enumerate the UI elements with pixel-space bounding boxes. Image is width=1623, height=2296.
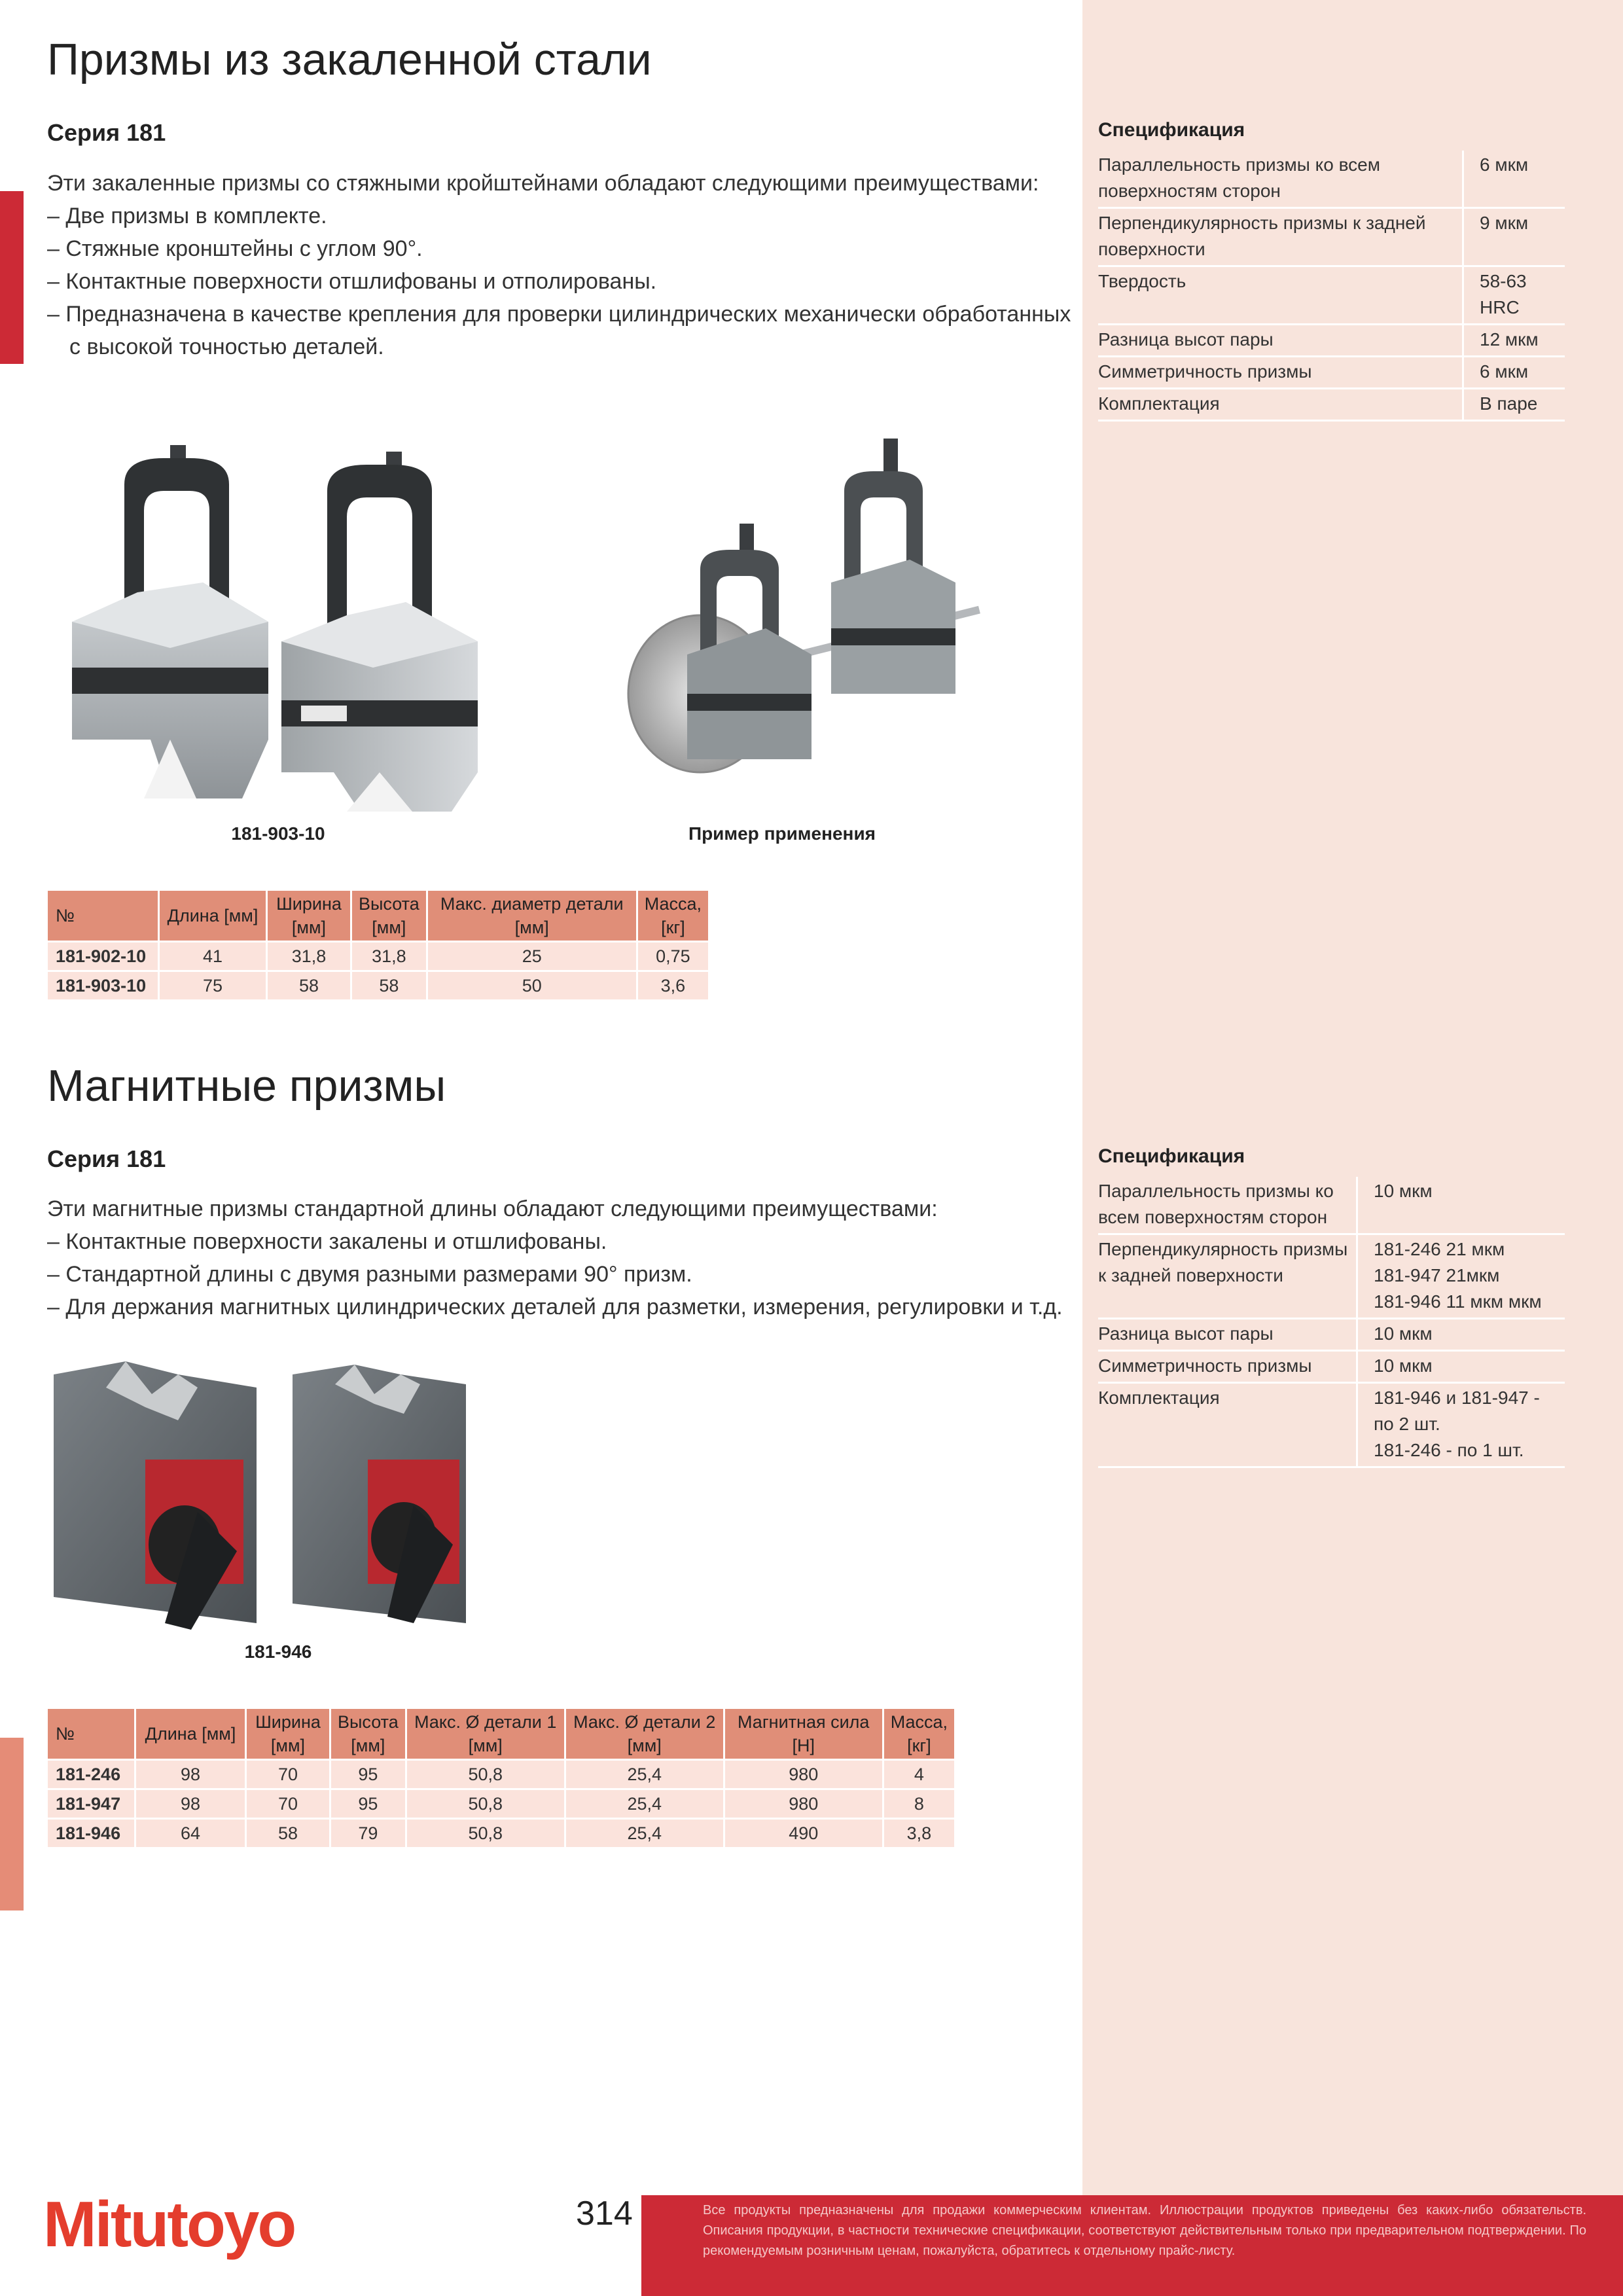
section2-intro bbox=[47, 1193, 1068, 1323]
spec-row bbox=[1098, 1234, 1565, 1319]
spec-value: В паре bbox=[1463, 389, 1565, 421]
magnetic-vblock-photo bbox=[47, 1348, 518, 1636]
table-cell: 58 bbox=[267, 971, 351, 1001]
spec-label: Симметричность призмы bbox=[1098, 1351, 1357, 1383]
section-marker-salmon bbox=[0, 1738, 24, 1910]
table-header-row bbox=[47, 890, 709, 942]
table-cell: 25,4 bbox=[565, 1789, 724, 1819]
spec-label: Перпендикулярность призмы к задней поверхности bbox=[1098, 208, 1463, 266]
section1-application-caption: Пример применения bbox=[688, 823, 876, 844]
intro-line: – Две призмы в комплекте. bbox=[47, 204, 327, 228]
section1-intro bbox=[47, 167, 1071, 363]
intro-line: Эти магнитные призмы стандартной длины обладают следующими преимуществами: bbox=[47, 1196, 938, 1221]
table-cell: 181-947 bbox=[47, 1789, 135, 1819]
table-row bbox=[47, 1789, 955, 1819]
spec-row bbox=[1098, 208, 1565, 266]
spec-row bbox=[1098, 389, 1565, 421]
table-cell: 64 bbox=[135, 1819, 246, 1848]
section2-title: Магнитные призмы bbox=[47, 1061, 446, 1111]
table-row bbox=[47, 942, 709, 971]
table-cell: 50,8 bbox=[406, 1760, 565, 1789]
table-cell: 79 bbox=[330, 1819, 406, 1848]
section2-product-table bbox=[46, 1707, 956, 1849]
section1-spec-table bbox=[1098, 151, 1565, 422]
spec-value: 181-246 21 мкм 181-947 21мкм 181-946 11 мкм мкм bbox=[1357, 1234, 1565, 1319]
col-header: Высота [мм] bbox=[351, 890, 427, 942]
table-row bbox=[47, 1760, 955, 1789]
intro-line: – Для держания магнитных цилиндрических деталей для разметки, измерения, регулировки и т.д. bbox=[47, 1295, 1063, 1319]
table-cell: 25,4 bbox=[565, 1760, 724, 1789]
spec-label: Симметричность призмы bbox=[1098, 357, 1463, 389]
spec-value: 6 мкм bbox=[1463, 357, 1565, 389]
spec-value: 12 мкм bbox=[1463, 325, 1565, 357]
section1-product-caption: 181-903-10 bbox=[231, 823, 325, 844]
col-header: Ширина [мм] bbox=[246, 1708, 330, 1760]
vblock-pair-photo bbox=[46, 432, 517, 818]
intro-line: – Стяжные кронштейны с углом 90°. bbox=[47, 236, 423, 261]
section2-spec-title: Спецификация bbox=[1098, 1145, 1245, 1167]
col-header: Макс. Ø детали 2 [мм] bbox=[565, 1708, 724, 1760]
table-row bbox=[47, 1819, 955, 1848]
table-cell: 980 bbox=[724, 1760, 883, 1789]
intro-line: – Стандартной длины с двумя разными размерами 90° призм. bbox=[47, 1262, 692, 1287]
spec-value: 6 мкм bbox=[1463, 151, 1565, 208]
mitutoyo-logo: Mitutoyo bbox=[43, 2188, 295, 2260]
table-cell: 50,8 bbox=[406, 1819, 565, 1848]
table-cell: 75 bbox=[159, 971, 267, 1001]
table-cell: 50 bbox=[427, 971, 637, 1001]
table-cell: 490 bbox=[724, 1819, 883, 1848]
table-cell: 181-946 bbox=[47, 1819, 135, 1848]
intro-line: с высокой точностью деталей. bbox=[69, 334, 384, 359]
col-header: Высота [мм] bbox=[330, 1708, 406, 1760]
spec-row bbox=[1098, 266, 1565, 325]
table-cell: 4 bbox=[883, 1760, 955, 1789]
spec-row bbox=[1098, 1351, 1565, 1383]
col-header: Длина [мм] bbox=[159, 890, 267, 942]
col-header: Масса, [кг] bbox=[883, 1708, 955, 1760]
table-cell: 70 bbox=[246, 1789, 330, 1819]
table-cell: 3,6 bbox=[637, 971, 709, 1001]
table-cell: 95 bbox=[330, 1760, 406, 1789]
table-cell: 980 bbox=[724, 1789, 883, 1819]
section1-series: Серия 181 bbox=[47, 119, 166, 146]
spec-label: Параллельность призмы ко всем поверхностям сторон bbox=[1098, 1177, 1357, 1234]
section2-series: Серия 181 bbox=[47, 1145, 166, 1172]
table-cell: 31,8 bbox=[351, 942, 427, 971]
spec-row bbox=[1098, 325, 1565, 357]
intro-line: Эти закаленные призмы со стяжными кройштейнами обладают следующими преимуществами: bbox=[47, 171, 1039, 196]
spec-label: Разница высот пары bbox=[1098, 325, 1463, 357]
section2-spec-table bbox=[1098, 1177, 1565, 1468]
col-header: № bbox=[47, 890, 159, 942]
table-cell: 70 bbox=[246, 1760, 330, 1789]
spec-label: Параллельность призмы ко всем поверхностям сторон bbox=[1098, 151, 1463, 208]
col-header: Макс. Ø детали 1 [мм] bbox=[406, 1708, 565, 1760]
section1-title: Призмы из закаленной стали bbox=[47, 35, 652, 84]
spec-label: Комплектация bbox=[1098, 389, 1463, 421]
spec-row bbox=[1098, 1319, 1565, 1351]
table-cell: 58 bbox=[351, 971, 427, 1001]
spec-value: 181-946 и 181-947 - по 2 шт. 181-246 - по 1 шт. bbox=[1357, 1383, 1565, 1467]
spec-row bbox=[1098, 151, 1565, 208]
table-cell: 50,8 bbox=[406, 1789, 565, 1819]
col-header: Магнитная сила [Н] bbox=[724, 1708, 883, 1760]
table-cell: 41 bbox=[159, 942, 267, 971]
spec-value: 10 мкм bbox=[1357, 1351, 1565, 1383]
col-header: № bbox=[47, 1708, 135, 1760]
table-row bbox=[47, 971, 709, 1001]
table-cell: 98 bbox=[135, 1760, 246, 1789]
col-header: Масса, [кг] bbox=[637, 890, 709, 942]
spec-value: 10 мкм bbox=[1357, 1319, 1565, 1351]
section1-product-table bbox=[46, 889, 710, 1001]
application-example-photo bbox=[602, 419, 1021, 812]
table-cell: 181-246 bbox=[47, 1760, 135, 1789]
table-cell: 95 bbox=[330, 1789, 406, 1819]
page-number: 314 bbox=[576, 2195, 633, 2233]
spec-value: 9 мкм bbox=[1463, 208, 1565, 266]
col-header: Длина [мм] bbox=[135, 1708, 246, 1760]
table-cell: 181-903-10 bbox=[47, 971, 159, 1001]
spec-label: Комплектация bbox=[1098, 1383, 1357, 1467]
table-cell: 8 bbox=[883, 1789, 955, 1819]
table-cell: 3,8 bbox=[883, 1819, 955, 1848]
spec-row bbox=[1098, 1383, 1565, 1467]
intro-line: – Контактные поверхности закалены и отшлифованы. bbox=[47, 1229, 607, 1254]
spec-row bbox=[1098, 357, 1565, 389]
section1-spec-title: Спецификация bbox=[1098, 119, 1245, 141]
col-header: Ширина [мм] bbox=[267, 890, 351, 942]
spec-label: Твердость bbox=[1098, 266, 1463, 325]
table-cell: 25,4 bbox=[565, 1819, 724, 1848]
table-cell: 98 bbox=[135, 1789, 246, 1819]
spec-label: Перпендикулярность призмы к задней поверхности bbox=[1098, 1234, 1357, 1319]
intro-line: – Предназначена в качестве крепления для проверки цилиндрических механически обработанных bbox=[47, 302, 1071, 327]
table-header-row bbox=[47, 1708, 955, 1760]
table-cell: 25 bbox=[427, 942, 637, 971]
spec-value: 10 мкм bbox=[1357, 1177, 1565, 1234]
col-header: Макс. диаметр детали [мм] bbox=[427, 890, 637, 942]
section2-product-caption: 181-946 bbox=[244, 1641, 312, 1662]
intro-line: – Контактные поверхности отшлифованы и отполированы. bbox=[47, 269, 657, 294]
spec-value: 58-63 HRC bbox=[1463, 266, 1565, 325]
spec-row bbox=[1098, 1177, 1565, 1234]
footer-disclaimer: Все продукты предназначены для продажи коммерческим клиентам. Иллюстрации продуктов приведены без каких-либо обязательств. Описания продукции, в частности технические спецификации, соответствуют действительным только при предварительном подтверждении. По рекомендуемым розничным ценам, пожалуйста, обратитесь к отдельному прайс-листу. bbox=[703, 2203, 1586, 2258]
table-cell: 31,8 bbox=[267, 942, 351, 971]
spec-label: Разница высот пары bbox=[1098, 1319, 1357, 1351]
table-cell: 58 bbox=[246, 1819, 330, 1848]
table-cell: 0,75 bbox=[637, 942, 709, 971]
section-marker-red bbox=[0, 191, 24, 364]
table-cell: 181-902-10 bbox=[47, 942, 159, 971]
